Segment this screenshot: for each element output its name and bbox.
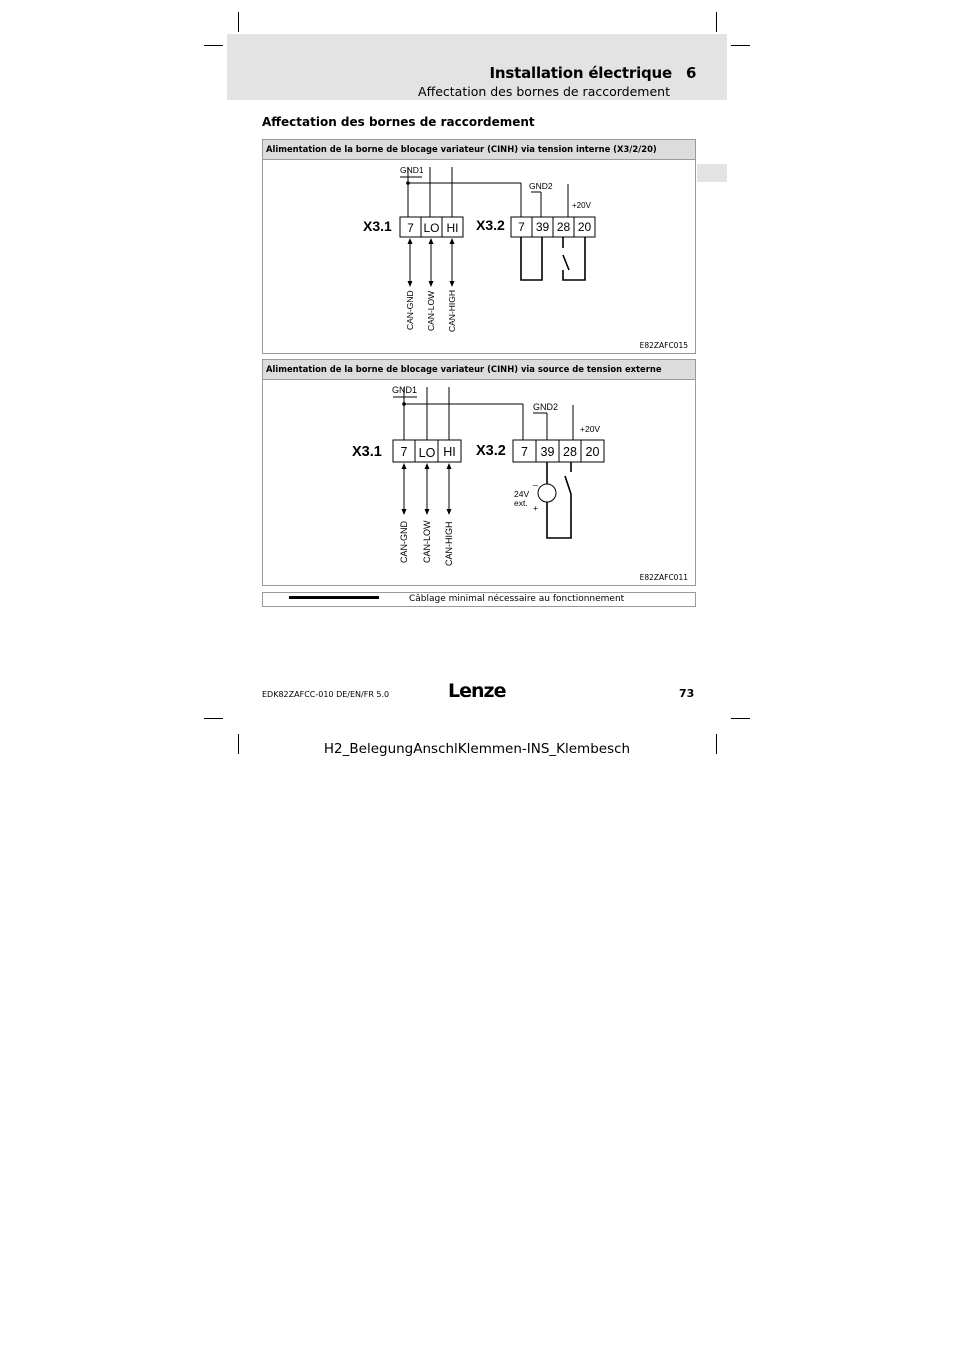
terminal-20: 20 xyxy=(585,445,600,459)
legend-box xyxy=(262,592,696,607)
chapter-subtitle: Affectation des bornes de raccordement xyxy=(418,84,670,99)
crop-mark xyxy=(731,45,750,46)
x32-label: X3.2 xyxy=(476,217,505,233)
file-reference: H2_BelegungAnschlKlemmen-INS_Klembesch xyxy=(323,741,631,757)
plus20v-label: +20V xyxy=(572,201,591,210)
gnd1-label: GND1 xyxy=(392,385,418,395)
crop-mark xyxy=(204,45,223,46)
figure-code: E82ZAFC015 xyxy=(639,341,688,350)
figure-caption: Alimentation de la borne de blocage variateur (CINH) via source de tension externe xyxy=(263,360,695,380)
terminal-20: 20 xyxy=(577,220,592,234)
can-high-label: CAN-HIGH xyxy=(447,289,457,332)
terminal-28: 28 xyxy=(563,445,577,459)
x31-label: X3.1 xyxy=(352,444,382,460)
can-gnd-label: CAN-GND xyxy=(399,521,409,563)
crop-mark xyxy=(238,12,239,32)
section-title: Affectation des bornes de raccordement xyxy=(262,115,535,129)
chapter-title: Installation électrique xyxy=(489,64,672,82)
figure-caption: Alimentation de la borne de blocage variateur (CINH) via tension interne (X3/2/20) xyxy=(263,140,695,160)
source-plus: + xyxy=(533,503,538,513)
terminal-7: 7 xyxy=(518,220,525,234)
legend-text: Câblage minimal nécessaire au fonctionnement xyxy=(409,594,625,604)
gnd2-label: GND2 xyxy=(529,181,553,191)
legend-line xyxy=(289,596,379,599)
figure-panel-external xyxy=(262,359,696,586)
document-code: EDK82ZAFCC-010 DE/EN/FR 5.0 xyxy=(262,690,390,699)
terminal-hi: HI xyxy=(446,221,459,235)
terminal-7: 7 xyxy=(400,445,408,459)
wiring-diagram-internal xyxy=(263,160,695,353)
side-tab xyxy=(697,164,727,182)
wiring-diagram-external xyxy=(263,380,695,585)
crop-mark xyxy=(204,718,223,719)
terminal-28: 28 xyxy=(556,220,571,234)
can-low-label: CAN-LOW xyxy=(426,290,436,331)
crop-mark xyxy=(716,12,717,32)
can-low-label: CAN-LOW xyxy=(422,520,432,563)
source-minus: _ xyxy=(533,476,538,486)
page-number: 73 xyxy=(679,687,695,700)
x31-label: X3.1 xyxy=(363,218,392,234)
terminal-7: 7 xyxy=(407,221,414,235)
gnd2-label: GND2 xyxy=(533,402,559,412)
source-voltage-label: 24V xyxy=(514,489,530,499)
terminal-lo: LO xyxy=(423,221,440,235)
gnd1-label: GND1 xyxy=(400,165,424,175)
terminal-7: 7 xyxy=(521,445,528,459)
x32-label: X3.2 xyxy=(476,443,506,459)
junction-dot xyxy=(406,181,410,185)
terminal-39: 39 xyxy=(540,445,555,459)
terminal-39: 39 xyxy=(535,220,550,234)
crop-mark xyxy=(731,718,750,719)
junction-dot xyxy=(402,402,406,406)
can-high-label: CAN-HIGH xyxy=(444,521,454,566)
lenze-logo: Lenze xyxy=(448,680,506,702)
figure-panel-internal xyxy=(262,139,696,354)
chapter-number: 6 xyxy=(686,64,697,82)
can-gnd-label: CAN-GND xyxy=(405,290,415,330)
figure-code: E82ZAFC011 xyxy=(639,573,688,582)
source-ext-label: ext. xyxy=(514,498,528,508)
terminal-hi: HI xyxy=(443,445,456,459)
terminal-lo: LO xyxy=(418,446,436,460)
plus20v-label: +20V xyxy=(580,424,601,434)
